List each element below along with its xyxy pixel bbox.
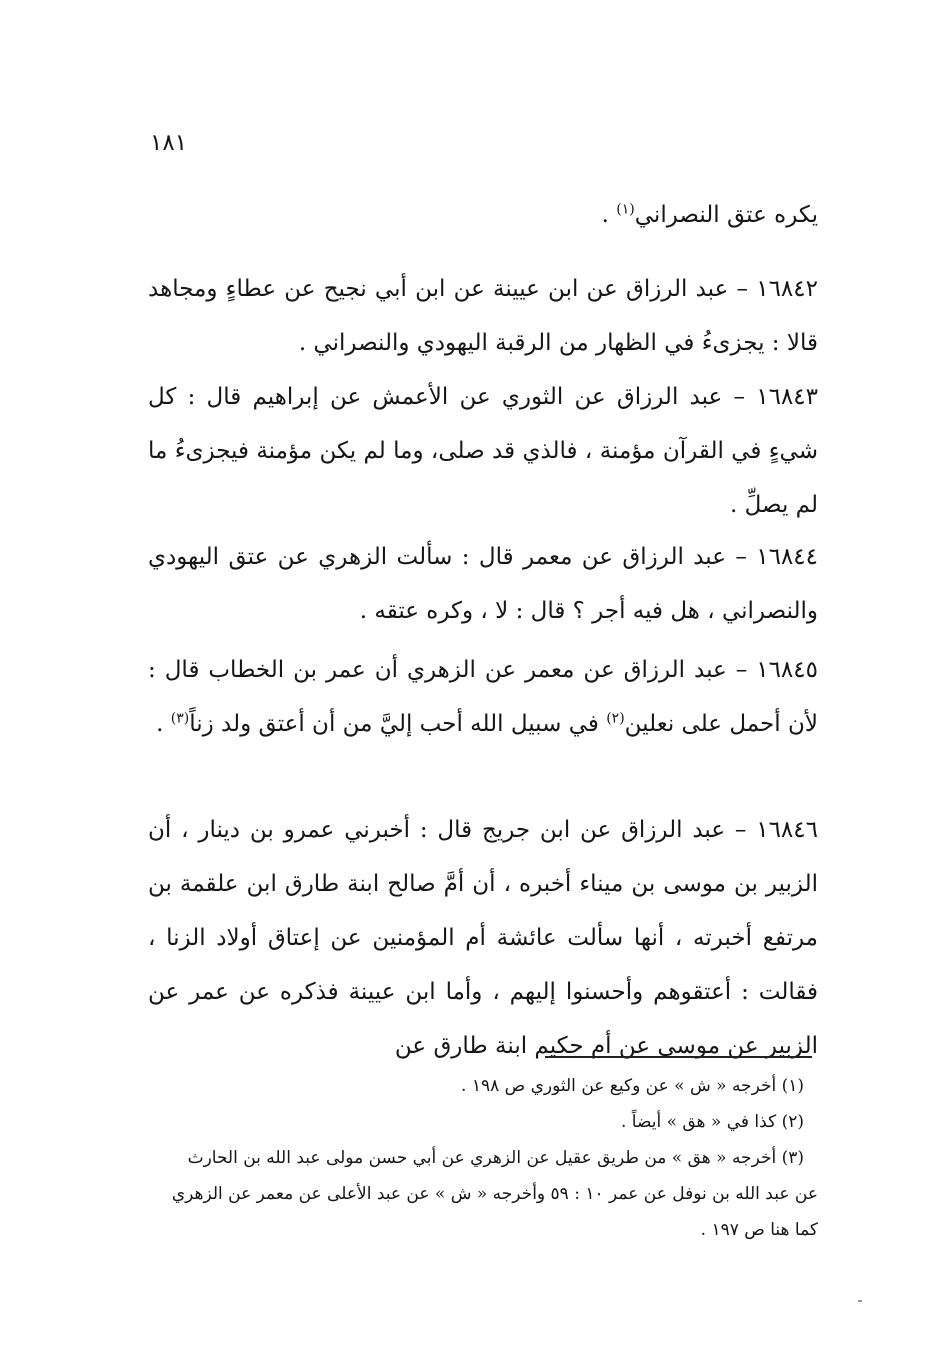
paragraph-text: يكره عتق النصراني xyxy=(634,202,818,228)
paragraph-text-b: في سبيل الله أحب إليَّ من أن أعتق ولد زناً xyxy=(189,711,607,737)
paragraph-continuation xyxy=(148,188,818,242)
paragraph-end: . xyxy=(156,711,171,737)
footnote-ref-3[interactable]: (٣) xyxy=(170,710,190,727)
footnote-3-line-1: (٣) أخرجه « هق » من طريق عقيل عن الزهري عن أبي حسن مولى عبد الله بن الحارث xyxy=(187,1148,804,1168)
footnote-3-line-2: عن عبد الله بن نوفل عن عمر ١٠ : ٥٩ وأخرجه « ش » عن عبد الأعلى عن معمر عن الزهري xyxy=(171,1184,818,1204)
paragraph-16845 xyxy=(148,643,818,751)
paragraph-16842: ١٦٨٤٢ – عبد الرزاق عن ابن عيينة عن ابن أبي نجيح عن عطاءٍ ومجاهد قالا : يجزىءُ في الظهار من الرقبة اليهودي والنصراني . xyxy=(148,276,818,356)
footnote-divider xyxy=(545,1056,812,1058)
footnote-3-line-3: كما هنا ص ١٩٧ . xyxy=(700,1220,818,1240)
paragraph-end: . xyxy=(601,202,617,228)
paragraph-16844: ١٦٨٤٤ – عبد الرزاق عن معمر قال : سألت الزهري عن عتق اليهودي والنصراني ، هل فيه أجر ؟ قال : لا ، وكره عتقه . xyxy=(148,544,818,624)
footnote-ref-2[interactable]: (٢) xyxy=(606,710,625,727)
page-number: ١٨١ xyxy=(150,130,188,156)
paragraph-16846: ١٦٨٤٦ – عبد الرزاق عن ابن جريج قال : أخبرني عمرو بن دينار ، أن الزبير بن موسى بن ميناء أخبره ، أن أمَّ صالح ابنة طارق ابن علقمة بن مرتفع أخبرته ، أنها سألت عائشة أم المؤمنين عن إعتاق أولاد الزنا ، فقالت : أعتقوهم وأحسنوا إليهم ، وأما ابن عيينة فذكره عن عمر عن الزبير عن موسى عن أم حكيم ابنة طارق عن xyxy=(148,817,818,1059)
paragraph-text-a: ١٦٨٤٥ – عبد الرزاق عن معمر عن الزهري أن عمر بن الخطاب قال : لأن أحمل على نعلين xyxy=(148,657,818,737)
footnote-1: (١) أخرجه « ش » عن وكيع عن الثوري ص ١٩٨ . xyxy=(461,1076,804,1096)
footnote-2: (٢) كذا في « هق » أيضاً . xyxy=(620,1112,804,1132)
footnotes xyxy=(148,1068,818,1248)
paragraph-16843: ١٦٨٤٣ – عبد الرزاق عن الثوري عن الأعمش عن إبراهيم قال : كل شيءٍ في القرآن مؤمنة ، فالذي قد صلى، وما لم يكن مؤمنة فيجزىءُ ما لم يصلِّ . xyxy=(148,384,818,518)
scan-speck xyxy=(858,1300,862,1302)
footnote-ref-1[interactable]: (١) xyxy=(616,201,635,218)
